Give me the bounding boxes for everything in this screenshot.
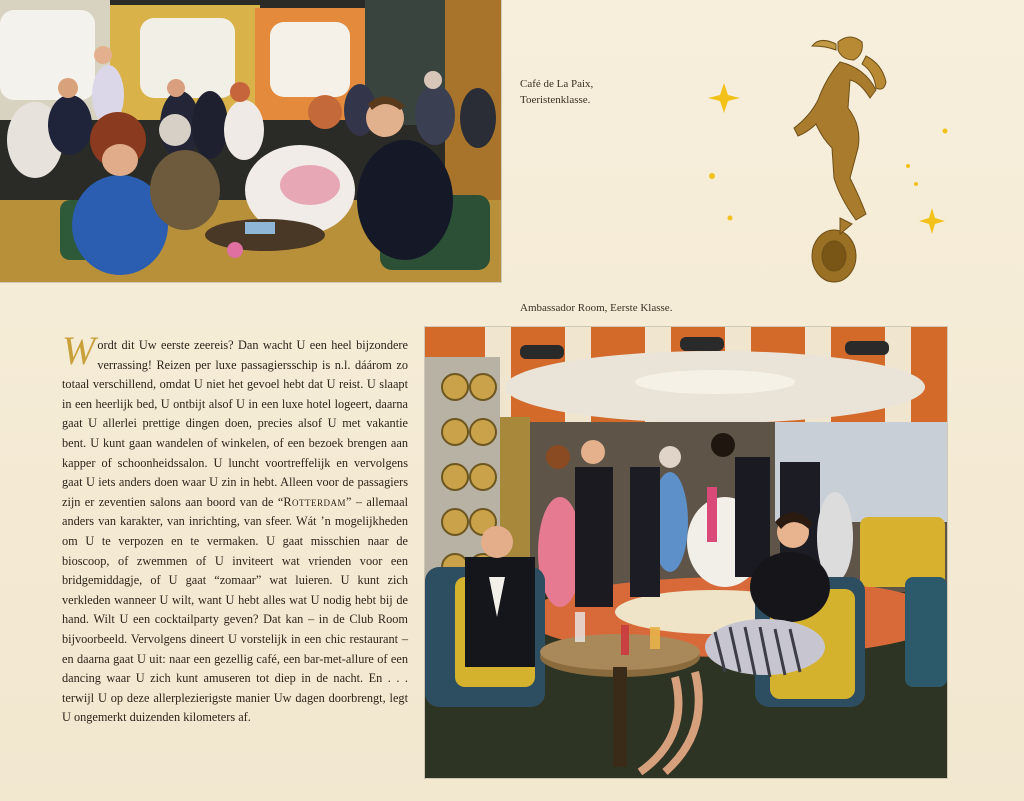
cafe-caption-line1: Café de La Paix, bbox=[520, 78, 594, 90]
cafe-caption-line2: Toeristenklasse. bbox=[520, 94, 591, 106]
intro-text-lead: ordt dit Uw eerste zeereis? Dan wacht U een heel bijzondere verrassing! Reizen per luxe passagiersschip is n.l. dáárom zo totaal verschillend, omdat U niet het gevoel hebt dat U reist. U slaapt in een heerlijk bed, U ontbijt alsof U in een luxe hotel logeert, daarna gaat U allerlei prettige dingen doen, precies alsof U met vakantie bent. U kunt gaan wandelen of winkelen, of een bezoek brengen aan kapper of schoonheidssalon. U luncht voortreffelijk en vervolgens gaat U iets anders doen waar U zin in hebt. Alleen voor de passagiers zijn er zeventien salons aan boord van de “ bbox=[62, 338, 408, 509]
cafe-caption bbox=[520, 76, 680, 108]
ambassador-scene-illustration bbox=[425, 327, 947, 778]
intro-text-rest: ” – allemaal anders van karakter, van inrichting, van sfeer. Wát ’n mogelijkheden om U te verpozen en te vermaken. U gaat misschien naar de bioscoop, of zwemmen of U inviteert wat vrienden voor een bridgemiddagje, of U gaat “zomaar” wat luieren. U kunt zich verkleden wanneer U wilt, want U hebt alles wat U nodig hebt bij de hand. Wilt U een cocktailparty geven? Dat kan – in de Club Room bijvoorbeeld. Vervolgens dineert U vorstelijk in een chic restaurant – en daarna gaat U uit: naar een gezellig café, een bar-met-allure of een dancing waar U zich kunt amuseren tot diep in de nacht. En . . . terwijl U op deze allerplezierigste manier Uw dagen doorbrengt, legt U ongemerkt duizenden kilometers af. bbox=[62, 494, 408, 725]
ambassador-caption: Ambassador Room, Eerste Klasse. bbox=[520, 302, 673, 314]
ship-name: Rotterdam bbox=[283, 494, 347, 509]
ambassador-room-photo bbox=[425, 327, 947, 778]
drop-cap: W bbox=[62, 328, 96, 373]
cafe-scene-illustration bbox=[0, 0, 501, 282]
intro-paragraph bbox=[62, 328, 408, 728]
golden-statue-illustration bbox=[690, 28, 960, 288]
cafe-de-la-paix-photo bbox=[0, 0, 501, 282]
